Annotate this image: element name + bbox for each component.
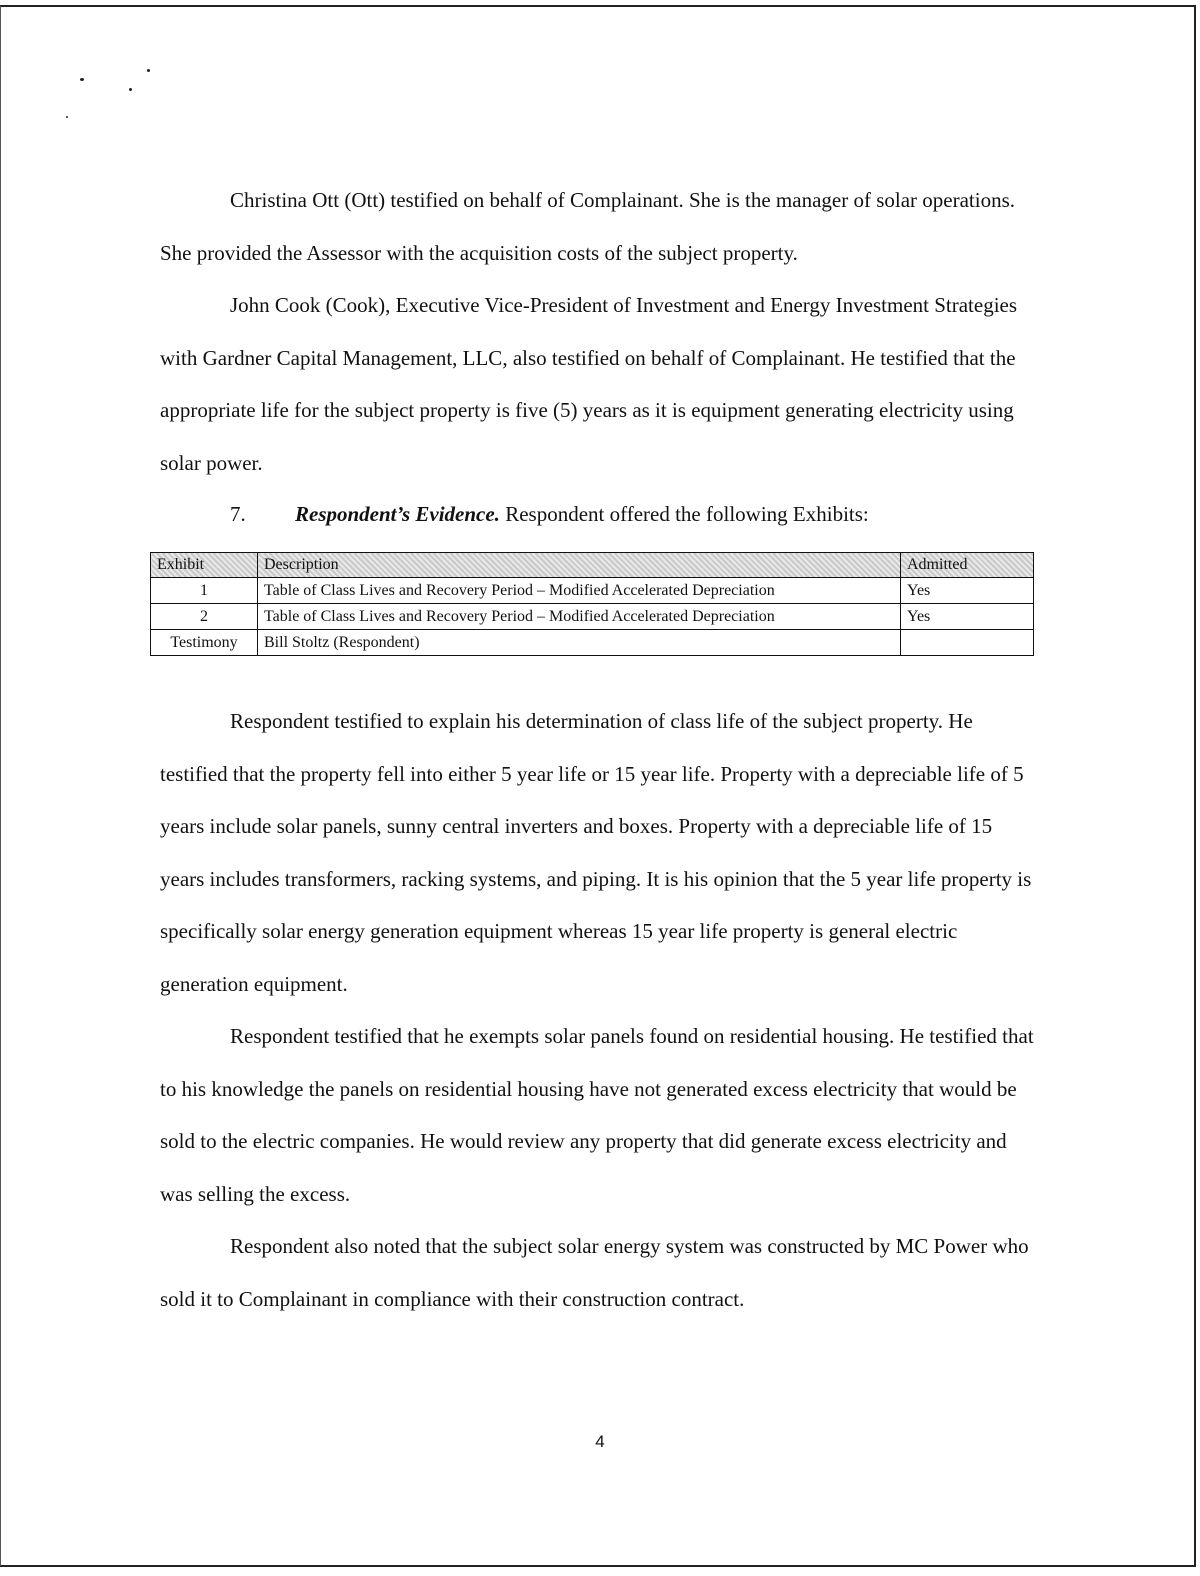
section-heading	[230, 496, 869, 532]
section-title: Respondent’s Evidence.	[295, 502, 500, 526]
paragraph-ott-testimony: Christina Ott (Ott) testified on behalf of Complainant. She is the manager of solar operations. She provided the Assessor with the acquisition costs of the subject property.	[160, 188, 1015, 265]
column-header-admitted: Admitted	[901, 553, 1034, 578]
paragraph-residential-exemption: Respondent testified that he exempts solar panels found on residential housing. He testified that to his knowledge the panels on residential housing have not generated excess electricity that would be sold to the electric companies. He would review any property that did generate excess electricity and was selling the excess.	[160, 1024, 1034, 1206]
exhibits-table	[150, 552, 1034, 656]
paragraph-cook-testimony: John Cook (Cook), Executive Vice-President of Investment and Energy Investment Strategies with Gardner Capital Management, LLC, also testified on behalf of Complainant. He testified that the appropriate life for the subject property is five (5) years as it is equipment generating electricity using solar power.	[160, 293, 1018, 475]
exhibit-cell: 2	[151, 604, 258, 630]
scan-speck	[66, 116, 68, 118]
bottom-paragraphs	[160, 695, 1040, 1325]
description-cell: Table of Class Lives and Recovery Period – Modified Accelerated Depreciation	[258, 578, 901, 604]
table-row	[151, 630, 1034, 656]
section-intro-text: Respondent offered the following Exhibits:	[499, 502, 869, 526]
top-paragraphs	[160, 174, 1040, 489]
admitted-cell	[901, 630, 1034, 656]
scan-speck	[129, 88, 132, 91]
page-number: 4	[595, 1432, 605, 1451]
exhibit-cell: 1	[151, 578, 258, 604]
description-cell: Table of Class Lives and Recovery Period – Modified Accelerated Depreciation	[258, 604, 901, 630]
scan-speck	[147, 69, 150, 72]
column-header-exhibit: Exhibit	[151, 553, 258, 578]
paragraph-class-life: Respondent testified to explain his determination of class life of the subject property. He testified that the property fell into either 5 year life or 15 year life. Property with a depreciable life of 5 years include solar panels, sunny central inverters and boxes. Property with a depreciable life of 15 years includes transformers, racking systems, and piping. It is his opinion that the 5 year life property is specifically solar energy generation equipment whereas 15 year life property is general electric generation equipment.	[160, 709, 1032, 996]
column-header-description: Description	[258, 553, 901, 578]
scan-speck	[80, 78, 84, 81]
table-row	[151, 578, 1034, 604]
admitted-cell: Yes	[901, 578, 1034, 604]
table-header-row	[151, 553, 1034, 578]
description-cell: Bill Stoltz (Respondent)	[258, 630, 901, 656]
paragraph-mc-power: Respondent also noted that the subject solar energy system was constructed by MC Power who sold it to Complainant in compliance with their construction contract.	[160, 1234, 1029, 1311]
section-number: 7.	[230, 502, 246, 526]
table-row	[151, 604, 1034, 630]
exhibit-cell: Testimony	[151, 630, 258, 656]
admitted-cell: Yes	[901, 604, 1034, 630]
